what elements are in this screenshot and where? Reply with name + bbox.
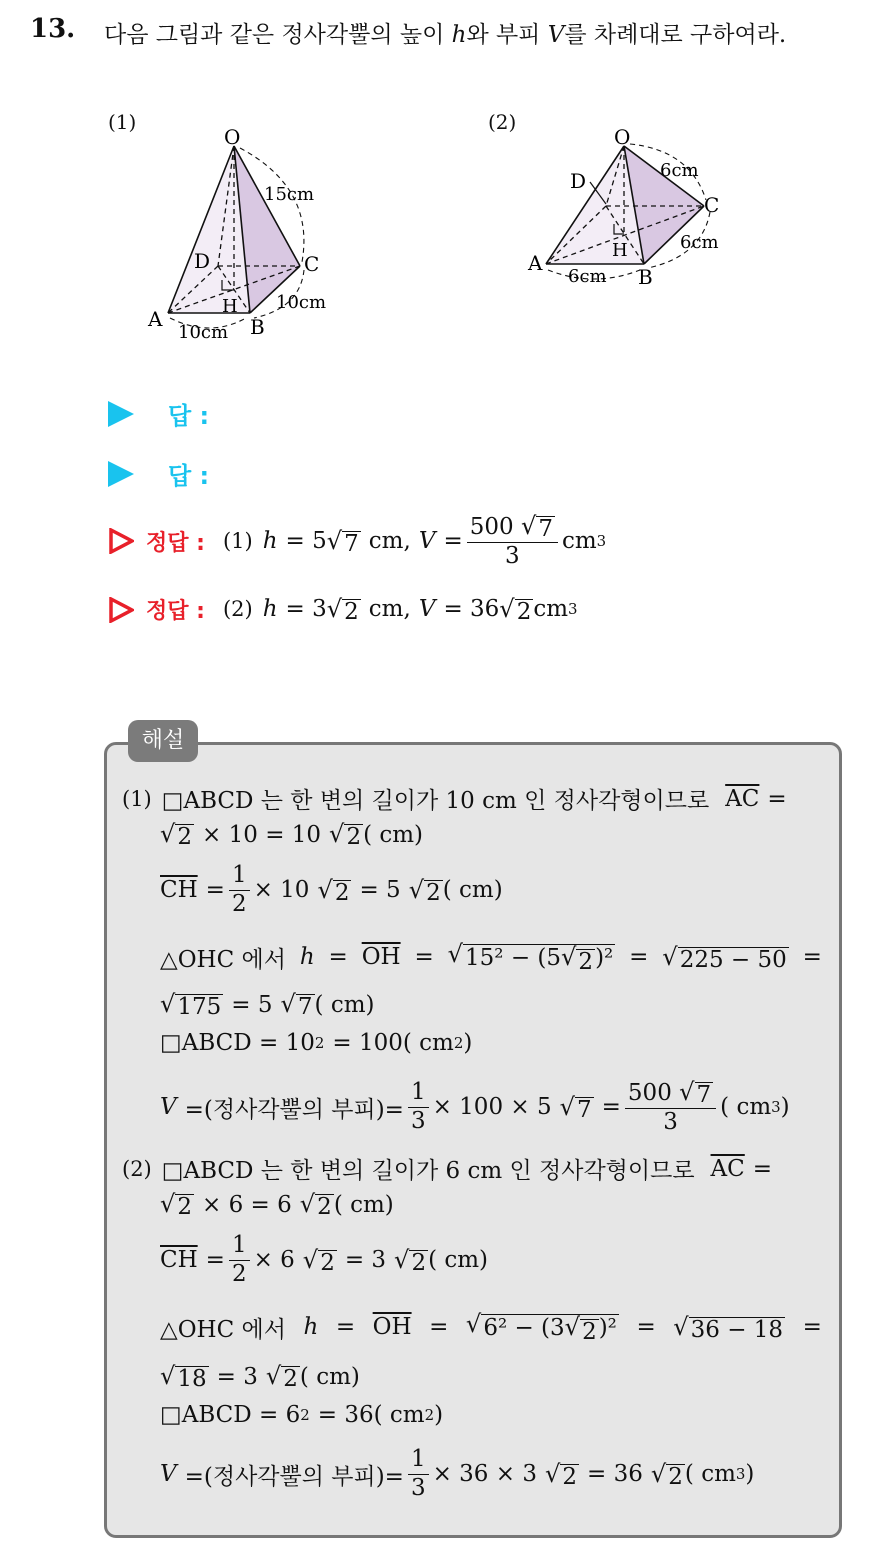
label-D: D: [570, 169, 587, 193]
label-C: C: [704, 193, 720, 217]
radicand: 225 − 50: [679, 946, 787, 973]
sqrt: √ 2: [499, 594, 532, 625]
denominator: 3: [410, 1107, 426, 1134]
radicand: 18: [177, 1366, 207, 1392]
solution-p2-line3: [160, 1232, 488, 1288]
numerator: 1: [408, 1079, 429, 1108]
var-v: V: [160, 1461, 177, 1488]
solution-p2-line2: [160, 1190, 394, 1219]
math-text: ( cm): [299, 1363, 360, 1390]
label-O: O: [224, 128, 241, 149]
pyramid-figure-2: [520, 128, 740, 298]
math-text: △OHC 에서: [160, 946, 286, 973]
label-D: D: [194, 249, 211, 273]
var-h: h: [262, 528, 278, 555]
math-text: □ABCD = 6: [160, 1402, 301, 1428]
sqrt: √ 2: [650, 1459, 683, 1490]
radicand: 2: [334, 879, 350, 906]
pyramid-figure-1: [140, 128, 350, 348]
denominator: 2: [231, 1260, 247, 1287]
math-text: =: [205, 877, 225, 904]
key-answer-label: 정답 :: [146, 530, 205, 556]
radicand: 7: [538, 516, 553, 542]
radicand: 175: [177, 994, 222, 1020]
solution-p2-line4: [160, 1310, 822, 1344]
radicand: 2: [346, 824, 362, 850]
math-text: = 36: [443, 596, 500, 623]
var-h: h: [262, 596, 278, 623]
var-h: h: [451, 22, 467, 48]
label-A: A: [528, 251, 543, 275]
radicand: 2: [320, 1249, 335, 1276]
radicand: 7: [696, 1082, 712, 1108]
math-text: = 3: [285, 596, 327, 623]
exponent: 2: [453, 1034, 464, 1052]
denominator: 2: [231, 890, 247, 917]
question-text-part: 와 부피: [466, 22, 548, 48]
math-text: □ABCD = 10: [160, 1030, 315, 1056]
math-text: ): [780, 1094, 790, 1121]
unit: cm,: [368, 528, 411, 555]
math-text: ): [463, 1030, 473, 1056]
label-B: B: [250, 315, 265, 339]
sqrt: √ 2: [299, 1190, 332, 1220]
fraction: [408, 1446, 429, 1502]
side-length-label: 6cm: [680, 232, 719, 253]
math-text: =: [752, 1155, 773, 1182]
solution-p2-line6: [160, 1402, 443, 1428]
solution-p1-line3: [160, 862, 503, 918]
label-B: B: [638, 265, 653, 289]
math-text: = 3: [344, 1247, 387, 1274]
side-length-label: 6cm: [568, 266, 607, 287]
math-text: ( cm: [720, 1094, 772, 1121]
question-text-part: 를 차례대로 구하여라.: [564, 22, 787, 48]
radicand: 7: [344, 530, 359, 557]
key-answer-1: [223, 512, 606, 570]
math-text: △OHC 에서: [160, 1316, 286, 1343]
math-text: =: [328, 944, 348, 971]
math-text: ( cm): [333, 1191, 394, 1218]
var-h: h: [299, 944, 315, 971]
math-text: = 36( cm: [317, 1402, 425, 1428]
numerator: 1: [229, 1232, 250, 1261]
math-text: =: [802, 1314, 822, 1341]
math-text: ( cm): [363, 821, 424, 848]
math-text: = 3: [216, 1363, 258, 1390]
math-text: =: [429, 1314, 449, 1341]
key-answer-label: 정답 :: [146, 599, 205, 624]
sqrt: √ 2: [265, 1362, 298, 1392]
sqrt: √ 2: [408, 875, 441, 906]
radicand: 2: [177, 824, 193, 850]
exponent: 3: [735, 1465, 746, 1484]
radicand: )²: [595, 945, 614, 971]
edge-length-label: 6cm: [660, 160, 699, 181]
part-label: (1): [222, 529, 253, 554]
math-text: =(정사각뿔의 부피)=: [184, 1463, 404, 1490]
sqrt: √ 7: [559, 1092, 592, 1123]
var-v: V: [160, 1094, 177, 1121]
unit: cm: [561, 528, 597, 555]
sqrt: √ 2: [544, 1459, 578, 1490]
radicand: 2: [582, 1319, 597, 1345]
sqrt: √ 18: [160, 1362, 207, 1392]
radicand: 2: [283, 1366, 298, 1392]
radicand: 7: [297, 994, 313, 1020]
solution-p2-line1: [122, 1152, 772, 1185]
exponent: 2: [300, 1406, 310, 1424]
math-text: = 100( cm: [332, 1030, 454, 1056]
radicand: 2: [578, 949, 594, 975]
exponent: 2: [424, 1406, 435, 1424]
exponent: 3: [771, 1098, 781, 1117]
answer-row-1: [108, 396, 209, 431]
play-icon: [108, 401, 134, 427]
solution-p2-line7: [160, 1446, 754, 1502]
sqrt: √ 2: [160, 820, 193, 850]
part-label: (1): [122, 786, 152, 811]
figure-2-label: (2): [488, 110, 517, 134]
unit: cm,: [368, 596, 411, 623]
fraction: [229, 1232, 250, 1288]
math-text: × 36 × 3: [432, 1461, 537, 1488]
math-text: =: [443, 528, 463, 555]
solution-p2-line5: [160, 1362, 360, 1391]
radicand: 6² − (3: [483, 1315, 565, 1341]
radicand: 36 − 18: [690, 1316, 784, 1343]
math-text: × 10: [253, 877, 310, 904]
side-length-label: 10cm: [178, 322, 229, 343]
label-H: H: [612, 240, 628, 261]
denominator: 3: [505, 542, 520, 569]
exponent: 3: [568, 600, 578, 619]
math-text: =: [636, 1314, 656, 1341]
sqrt: √ 6² − (3 √ 2 )²: [465, 1310, 617, 1345]
math-text: ( cm): [442, 877, 503, 904]
question-text-part: 다음 그림과 같은 정사각뿔의 높이: [104, 22, 452, 48]
label-H: H: [222, 296, 238, 317]
exponent: 3: [596, 532, 607, 551]
math-text: ): [745, 1461, 755, 1488]
sqrt: √ 36 − 18: [673, 1312, 784, 1343]
side-length-label: 10cm: [276, 292, 327, 313]
radicand: 15² − (5: [465, 945, 562, 971]
radicand: 2: [668, 1463, 683, 1490]
solution-p1-line6: [160, 1030, 472, 1056]
numerator: 500: [627, 1080, 672, 1106]
math-text: ( cm): [428, 1247, 489, 1274]
numerator: 500: [469, 514, 514, 540]
answer-label: 답 :: [168, 402, 210, 430]
denominator: 3: [410, 1474, 426, 1501]
key-answer-row-1: [108, 512, 606, 570]
radicand: 2: [177, 1194, 193, 1220]
radicand: 2: [562, 1463, 578, 1490]
math-text: =: [802, 944, 822, 971]
label-C: C: [304, 252, 320, 276]
segment: $\overline{AC}$: [710, 1155, 745, 1182]
answer-row-2: [108, 456, 209, 491]
fraction: [408, 1079, 429, 1135]
figure-1-label: (1): [108, 110, 137, 134]
label-O: O: [614, 128, 631, 149]
sqrt: √ 225 − 50: [662, 942, 787, 973]
numerator: 1: [229, 862, 250, 891]
radicand: 2: [426, 879, 441, 906]
key-answer-2: [223, 595, 578, 624]
var-v: V: [418, 528, 436, 555]
part-label: (2): [122, 1156, 152, 1181]
math-text: =: [205, 1247, 225, 1274]
segment: $\overline{CH}$: [160, 1247, 198, 1274]
math-text: =: [767, 785, 787, 812]
math-text: × 6: [253, 1247, 295, 1274]
math-text: =: [414, 944, 434, 971]
edge-length-label: 15cm: [264, 184, 315, 205]
math-text: ( cm): [314, 991, 375, 1018]
radicand: 2: [411, 1249, 427, 1276]
math-text: =: [629, 944, 649, 971]
fraction: 500 √ 7 3: [625, 1078, 716, 1136]
math-text: □ABCD 는 한 변의 길이가 10 cm 인 정사각형이므로: [161, 788, 710, 814]
fraction: 500 √ 7 3: [467, 512, 558, 570]
fraction: [229, 862, 250, 918]
math-text: ( cm: [684, 1461, 736, 1488]
sqrt: √ 2: [329, 820, 362, 850]
math-text: = 5: [285, 528, 327, 555]
radicand: 7: [577, 1096, 592, 1123]
solution-p1-line7: [160, 1078, 790, 1136]
sqrt: √ 2: [317, 875, 350, 906]
math-text: × 10 = 10: [202, 821, 322, 848]
math-text: □ABCD 는 한 변의 길이가 6 cm 인 정사각형이므로: [161, 1158, 695, 1184]
unit: cm: [533, 596, 569, 623]
math-text: = 5: [359, 877, 401, 904]
sqrt: √ 7: [280, 990, 313, 1020]
key-answer-row-2: [108, 594, 578, 625]
math-text: =: [601, 1094, 621, 1121]
sqrt: √ 15² − (5 √ 2 )²: [447, 940, 614, 975]
sqrt: √ 2: [160, 1190, 193, 1220]
solution-p1-line4: [160, 940, 822, 974]
label-A: A: [148, 307, 163, 331]
segment: $\overline{AC}$: [725, 785, 760, 812]
radicand: )²: [598, 1315, 617, 1341]
sqrt: √ 2: [326, 594, 359, 625]
segment: $\overline{OH}$: [372, 1314, 412, 1341]
var-v: V: [418, 596, 436, 623]
math-text: =: [335, 1314, 356, 1341]
solution-p1-line1: [122, 782, 787, 815]
question-text: [104, 16, 786, 49]
math-text: = 36: [587, 1461, 643, 1488]
math-text: =(정사각뿔의 부피)=: [184, 1096, 404, 1123]
sqrt: √ 2: [394, 1245, 427, 1276]
sqrt: √ 2: [302, 1245, 335, 1276]
outline-play-icon: [108, 528, 134, 554]
numerator: 1: [408, 1446, 429, 1475]
math-text: × 6 = 6: [202, 1191, 292, 1218]
var-v: V: [547, 22, 565, 48]
radicand: 2: [516, 598, 532, 625]
answer-label: 답 :: [168, 462, 210, 490]
radicand: 2: [344, 598, 359, 625]
solution-p1-line2: [160, 820, 423, 849]
exponent: 2: [314, 1034, 325, 1052]
segment: $\overline{CH}$: [160, 877, 198, 904]
segment: $\overline{OH}$: [361, 944, 401, 971]
math-text: = 5: [231, 991, 273, 1018]
solution-p1-line5: [160, 990, 375, 1019]
denominator: 3: [663, 1108, 678, 1135]
sqrt: √ 7: [326, 526, 359, 557]
play-icon: [108, 461, 134, 487]
math-text: ): [434, 1402, 444, 1428]
question-number: 13.: [30, 14, 76, 44]
solution-tag: 해설: [128, 720, 198, 762]
math-text: × 100 × 5: [432, 1094, 552, 1121]
radicand: 2: [317, 1194, 332, 1220]
sqrt: √ 175: [160, 990, 222, 1020]
outline-play-icon: [108, 597, 134, 623]
var-h: h: [303, 1314, 319, 1341]
part-label: (2): [222, 597, 253, 622]
